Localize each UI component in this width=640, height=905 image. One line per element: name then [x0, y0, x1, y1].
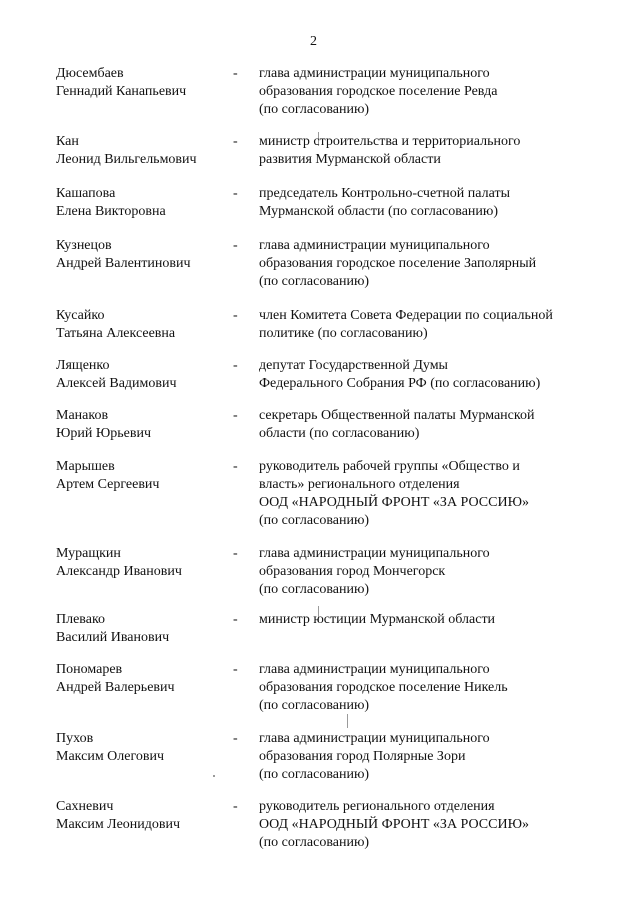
member-given-names: Василий Иванович: [56, 630, 170, 645]
separator-dash: -: [233, 662, 238, 677]
role-line: министр строительства и территориального: [259, 134, 521, 149]
role-line: развития Мурманской области: [259, 152, 441, 167]
separator-dash: -: [233, 66, 238, 81]
member-given-names: Юрий Юрьевич: [56, 426, 152, 441]
member-given-names: Леонид Вильгельмович: [56, 152, 197, 167]
member-given-names: Геннадий Канапьевич: [56, 84, 187, 99]
member-surname: Кашапова: [56, 186, 116, 201]
role-line: (по согласованию): [259, 102, 370, 117]
separator-dash: -: [233, 134, 238, 149]
member-surname: Кан: [56, 134, 79, 149]
member-given-names: Татьяна Алексеевна: [56, 326, 176, 341]
role-line: член Комитета Совета Федерации по социальной: [259, 308, 553, 323]
member-given-names: Александр Иванович: [56, 564, 182, 579]
member-surname: Манаков: [56, 408, 109, 423]
scan-artifact: [213, 775, 215, 777]
member-role: [259, 237, 604, 291]
member-name: [56, 357, 231, 393]
role-line: политике (по согласованию): [259, 326, 428, 341]
member-surname: Пухов: [56, 731, 94, 746]
member-given-names: Максим Олегович: [56, 749, 165, 764]
separator-dash: -: [233, 238, 238, 253]
member-role: [259, 661, 604, 715]
role-line: депутат Государственной Думы: [259, 358, 448, 373]
role-line: глава администрации муниципального: [259, 238, 490, 253]
member-name: [56, 661, 231, 697]
role-line: области (по согласованию): [259, 426, 420, 441]
separator-dash: -: [233, 186, 238, 201]
member-name: [56, 307, 231, 343]
role-line: министр юстиции Мурманской области: [259, 612, 496, 627]
member-name: [56, 730, 231, 766]
member-role: [259, 357, 604, 393]
role-line: образования городское поселение Заполярный: [259, 256, 537, 271]
separator-dash: -: [233, 612, 238, 627]
separator-dash: -: [233, 358, 238, 373]
member-surname: Муращкин: [56, 546, 121, 561]
member-role: [259, 458, 604, 530]
member-surname: Сахневич: [56, 799, 114, 814]
member-name: [56, 545, 231, 581]
member-name: [56, 133, 231, 169]
role-line: (по согласованию): [259, 698, 370, 713]
role-line: власть» регионального отделения: [259, 477, 460, 492]
role-line: глава администрации муниципального: [259, 662, 490, 677]
separator-dash: -: [233, 799, 238, 814]
member-name: [56, 65, 231, 101]
role-line: (по согласованию): [259, 835, 370, 850]
separator-dash: -: [233, 546, 238, 561]
member-surname: Пономарев: [56, 662, 123, 677]
role-line: (по согласованию): [259, 582, 370, 597]
member-surname: Лященко: [56, 358, 110, 373]
member-surname: Марышев: [56, 459, 115, 474]
member-surname: Кусайко: [56, 308, 105, 323]
member-given-names: Артем Сергеевич: [56, 477, 160, 492]
role-line: руководитель рабочей группы «Общество и: [259, 459, 520, 474]
role-line: глава администрации муниципального: [259, 66, 490, 81]
role-line: ООД «НАРОДНЫЙ ФРОНТ «ЗА РОССИЮ»: [259, 817, 529, 832]
separator-dash: -: [233, 731, 238, 746]
separator-dash: -: [233, 459, 238, 474]
role-line: образования город Полярные Зори: [259, 749, 466, 764]
member-role: [259, 185, 604, 221]
member-name: [56, 611, 231, 647]
role-line: председатель Контрольно-счетной палаты: [259, 186, 510, 201]
role-line: (по согласованию): [259, 767, 370, 782]
member-given-names: Андрей Валентинович: [56, 256, 191, 271]
member-given-names: Андрей Валерьевич: [56, 680, 175, 695]
member-surname: Кузнецов: [56, 238, 112, 253]
member-role: [259, 611, 604, 629]
member-name: [56, 185, 231, 221]
member-role: [259, 545, 604, 599]
role-line: секретарь Общественной палаты Мурманской: [259, 408, 535, 423]
member-name: [56, 798, 231, 834]
role-line: руководитель регионального отделения: [259, 799, 495, 814]
role-line: (по согласованию): [259, 274, 370, 289]
scan-artifact: [347, 714, 348, 728]
member-role: [259, 407, 604, 443]
member-given-names: Алексей Вадимович: [56, 376, 177, 391]
role-line: образования городское поселение Ревда: [259, 84, 498, 99]
role-line: ООД «НАРОДНЫЙ ФРОНТ «ЗА РОССИЮ»: [259, 495, 529, 510]
role-line: образования городское поселение Никель: [259, 680, 508, 695]
page-number: 2: [310, 34, 317, 49]
member-role: [259, 133, 604, 169]
role-line: Мурманской области (по согласованию): [259, 204, 499, 219]
member-role: [259, 730, 604, 784]
role-line: глава администрации муниципального: [259, 546, 490, 561]
member-given-names: Максим Леонидович: [56, 817, 181, 832]
member-role: [259, 65, 604, 119]
role-line: Федерального Собрания РФ (по согласованию): [259, 376, 541, 391]
role-line: глава администрации муниципального: [259, 731, 490, 746]
member-name: [56, 237, 231, 273]
member-surname: Плевако: [56, 612, 106, 627]
separator-dash: -: [233, 408, 238, 423]
member-role: [259, 798, 604, 852]
role-line: (по согласованию): [259, 513, 370, 528]
member-role: [259, 307, 604, 343]
member-given-names: Елена Викторовна: [56, 204, 166, 219]
role-line: образования город Мончегорск: [259, 564, 446, 579]
member-name: [56, 407, 231, 443]
member-surname: Дюсембаев: [56, 66, 124, 81]
separator-dash: -: [233, 308, 238, 323]
member-name: [56, 458, 231, 494]
